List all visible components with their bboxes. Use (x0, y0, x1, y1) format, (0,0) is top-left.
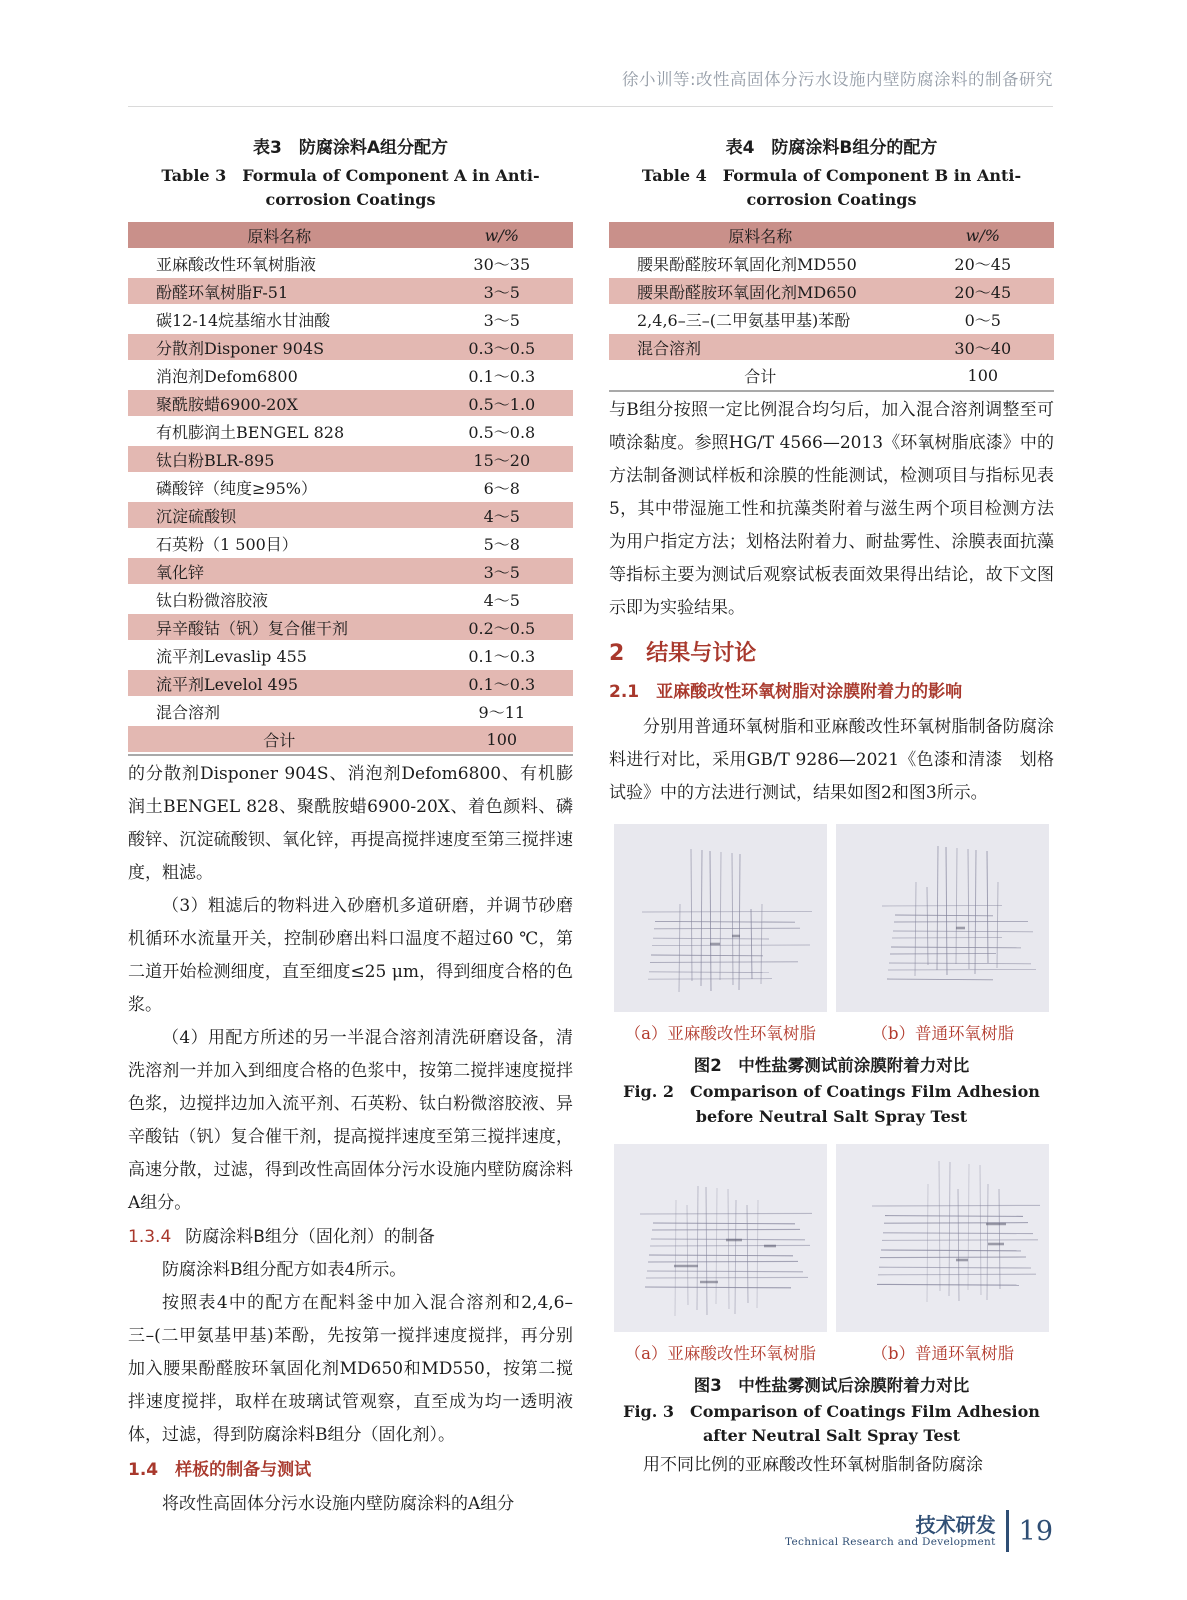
table-row (128, 502, 573, 528)
body-paragraph: 用不同比例的亚麻酸改性环氧树脂制备防腐涂 (643, 1455, 983, 1476)
footer-zh: 技术研发 (915, 1513, 996, 1537)
body-paragraph: 按照表4中的配方在配料釜中加入混合溶剂和2,4,6–三–(二甲氨基甲基)苯酚，先按第一搅拌速度搅拌，再分别加入腰果酚醛胺环氧固化剂MD650和MD550，按第二搅拌速度搅拌，取样在玻璃试管观察，直至成为均一透明液体，过滤，得到防腐涂料B组分（固化剂）。 (128, 1293, 573, 1445)
cell-weight-percent: 0.5～0.8 (431, 418, 573, 444)
running-header (128, 66, 1053, 107)
table-row (128, 362, 573, 388)
table-row (128, 642, 573, 668)
cell-material-name: 钛白粉微溶胶液 (128, 586, 431, 612)
footer-section-name (785, 1514, 996, 1548)
cell-weight-percent: 0.1～0.3 (431, 642, 573, 668)
table-row (128, 418, 573, 444)
cell-weight-percent: 9～11 (431, 698, 573, 724)
figure2-caption-en: Fig. 2 Comparison of Coatings Film Adhesion before Neutral Salt Spray Test (623, 1082, 1040, 1126)
figure2-panel-a-crosshatch-photo (614, 824, 827, 1012)
table-row (128, 390, 573, 416)
figure3-label-a: （a）亚麻酸改性环氧树脂 (624, 1343, 816, 1363)
table4-block (609, 133, 1054, 392)
table-row (609, 306, 1054, 332)
table-row (609, 334, 1054, 360)
table-header-row (128, 222, 573, 248)
figure3-label-b: （b）普通环氧树脂 (871, 1343, 1015, 1363)
table-header-row (609, 222, 1054, 248)
table3-block (128, 133, 573, 756)
body-paragraph: 与B组分按照一定比例混合均匀后，加入混合溶剂调整至可喷涂黏度。参照HG/T 4566—2013《环氧树脂底漆》中的方法制备测试样板和涂膜的性能测试，检测项目与指标见表5，其中带湿施工性和抗藻类附着与滋生两个项目检测方法为用户指定方法；划格法附着力、耐盐雾性、涂膜表面抗藻等指标主要为测试后观察试板表面效果得出结论，故下文图示即为实验结果。 (609, 400, 1054, 618)
table-row (128, 278, 573, 304)
cell-weight-percent: 4～5 (431, 586, 573, 612)
cell-weight-percent: 0.1～0.3 (431, 670, 573, 696)
cell-material-name: 聚酰胺蜡6900-20X (128, 390, 431, 416)
cell-material-name: 石英粉（1 500目） (128, 530, 431, 556)
table4-title-en: Table 4 Formula of Component B in Anti-corrosion Coatings (641, 166, 1022, 209)
cell-material-name: 流平剂Levaslip 455 (128, 642, 431, 668)
figure2-panel-b-crosshatch-photo (836, 824, 1049, 1012)
body-paragraph: 防腐涂料B组分配方如表4所示。 (162, 1260, 407, 1280)
cell-weight-percent: 0.5～1.0 (431, 390, 573, 416)
column-header-value: w/% (431, 222, 573, 248)
body-paragraph: （3）粗滤后的物料进入砂磨机多道研磨，并调节砂磨机循环水流量开关，控制砂磨出料口温度不超过60 ℃，第二道开始检测细度，直至细度≤25 μm，得到细度合格的色浆。 (128, 896, 573, 1015)
figure2-panels (609, 824, 1054, 1012)
figure3-labels (609, 1340, 1054, 1364)
table3-title-en: Table 3 Formula of Component A in Anti-corrosion Coatings (161, 166, 540, 209)
table-row (128, 530, 573, 556)
heading-number: 1.3.4 (128, 1227, 172, 1247)
cell-material-name: 腰果酚醛胺环氧固化剂MD650 (609, 278, 912, 304)
table-row (128, 614, 573, 640)
cell-weight-percent: 3～5 (431, 278, 573, 304)
cell-material-name: 磷酸锌（纯度≥95%） (128, 474, 431, 500)
table-row (128, 670, 573, 696)
figure2-labels (609, 1020, 1054, 1044)
figure2-caption-zh: 图2 中性盐雾测试前涂膜附着力对比 (693, 1056, 970, 1075)
cell-material-name: 腰果酚醛胺环氧固化剂MD550 (609, 250, 912, 276)
table-row (128, 250, 573, 276)
cell-material-name: 消泡剂Defom6800 (128, 362, 431, 388)
table-row (128, 558, 573, 584)
table3-title-zh: 表3 防腐涂料A组分配方 (253, 138, 448, 158)
cell-material-name: 混合溶剂 (609, 334, 912, 360)
figure3-panels (609, 1144, 1054, 1332)
body-paragraph: 分别用普通环氧树脂和亚麻酸改性环氧树脂制备防腐涂料进行对比，采用GB/T 9286—2021《色漆和清漆 划格试验》中的方法进行测试，结果如图2和图3所示。 (609, 717, 1054, 803)
table-row (128, 726, 573, 752)
cell-weight-percent: 0.2～0.5 (431, 614, 573, 640)
table-row (128, 306, 573, 332)
body-paragraph: 将改性高固体分污水设施内壁防腐涂料的A组分 (162, 1494, 515, 1514)
body-paragraph: （4）用配方所述的另一半混合溶剂清洗研磨设备，清洗溶剂一并加入到细度合格的色浆中，按第二搅拌速度搅拌色浆，边搅拌边加入流平剂、石英粉、钛白粉微溶胶液、异辛酸钴（钒）复合催干剂，提高搅拌速度至第三搅拌速度，高速分散，过滤，得到改性高固体分污水设施内壁防腐涂料A组分。 (128, 1028, 573, 1213)
cell-weight-percent: 0～5 (912, 306, 1054, 332)
cell-material-name: 碳12-14烷基缩水甘油酸 (128, 306, 431, 332)
cell-weight-percent: 5～8 (431, 530, 573, 556)
table-row (128, 586, 573, 612)
cell-material-name: 亚麻酸改性环氧树脂液 (128, 250, 431, 276)
figure3-panel-b-crosshatch-photo (836, 1144, 1049, 1332)
figure-3 (609, 1144, 1054, 1450)
table4 (609, 220, 1054, 392)
table-row (609, 278, 1054, 304)
cell-weight-percent: 3～5 (431, 558, 573, 584)
column-header-name: 原料名称 (609, 222, 912, 248)
heading-text: 防腐涂料B组分（固化剂）的制备 (185, 1227, 435, 1247)
heading-1-3-4 (128, 1220, 573, 1254)
cell-material-name: 沉淀硫酸钡 (128, 502, 431, 528)
cell-material-name: 有机膨润土BENGEL 828 (128, 418, 431, 444)
table-row (128, 474, 573, 500)
cell-material-name: 合计 (128, 726, 431, 752)
running-header-text: 徐小训等:改性高固体分污水设施内壁防腐涂料的制备研究 (621, 70, 1053, 89)
cell-material-name: 钛白粉BLR-895 (128, 446, 431, 472)
table3 (128, 220, 573, 756)
table-row (128, 698, 573, 724)
cell-material-name: 混合溶剂 (128, 698, 431, 724)
table-row (609, 250, 1054, 276)
cell-material-name: 2,4,6–三–(二甲氨基甲基)苯酚 (609, 306, 912, 332)
footer-en: Technical Research and Development (785, 1536, 996, 1548)
cell-material-name: 分散剂Disponer 904S (128, 334, 431, 360)
cell-weight-percent: 20～45 (912, 250, 1054, 276)
figure-2 (609, 824, 1054, 1130)
two-column-layout (128, 133, 1053, 1521)
cell-weight-percent: 15～20 (431, 446, 573, 472)
cell-weight-percent: 20～45 (912, 278, 1054, 304)
body-paragraph: 的分散剂Disponer 904S、消泡剂Defom6800、有机膨润土BENGEL 828、聚酰胺蜡6900-20X、着色颜料、磷酸锌、沉淀硫酸钡、氧化锌，再提高搅拌速度至第三搅拌速度，粗滤。 (128, 764, 573, 883)
heading-section-2: 2 结果与讨论 (609, 641, 757, 666)
cell-material-name: 氧化锌 (128, 558, 431, 584)
cell-material-name: 异辛酸钴（钒）复合催干剂 (128, 614, 431, 640)
cell-weight-percent: 3～5 (431, 306, 573, 332)
heading-2-1: 2.1 亚麻酸改性环氧树脂对涂膜附着力的影响 (609, 682, 963, 702)
left-column (128, 133, 573, 1521)
page-number: 19 (1018, 1515, 1053, 1547)
table-row (128, 334, 573, 360)
heading-1-4: 1.4 样板的制备与测试 (128, 1460, 312, 1480)
column-header-name: 原料名称 (128, 222, 431, 248)
column-header-value: w/% (912, 222, 1054, 248)
cell-weight-percent: 100 (431, 726, 573, 752)
page-footer (785, 1510, 1053, 1552)
cell-material-name: 流平剂Levelol 495 (128, 670, 431, 696)
table-row (609, 362, 1054, 388)
table4-title-zh: 表4 防腐涂料B组分的配方 (725, 138, 938, 158)
right-column (609, 133, 1054, 1521)
footer-divider (1006, 1510, 1009, 1552)
cell-weight-percent: 100 (912, 362, 1054, 388)
cell-weight-percent: 4～5 (431, 502, 573, 528)
figure3-caption-en: Fig. 3 Comparison of Coatings Film Adhesion after Neutral Salt Spray Test (623, 1401, 1040, 1446)
figure3-panel-a-crosshatch-photo (614, 1144, 827, 1332)
figure3-caption-zh: 图3 中性盐雾测试后涂膜附着力对比 (693, 1375, 970, 1395)
cell-weight-percent: 0.3～0.5 (431, 334, 573, 360)
figure2-label-a: （a）亚麻酸改性环氧树脂 (624, 1024, 816, 1043)
cell-weight-percent: 6～8 (431, 474, 573, 500)
cell-material-name: 酚醛环氧树脂F-51 (128, 278, 431, 304)
cell-material-name: 合计 (609, 362, 912, 388)
cell-weight-percent: 30～40 (912, 334, 1054, 360)
cell-weight-percent: 0.1～0.3 (431, 362, 573, 388)
table-row (128, 446, 573, 472)
cell-weight-percent: 30～35 (431, 250, 573, 276)
figure2-label-b: （b）普通环氧树脂 (871, 1024, 1015, 1043)
